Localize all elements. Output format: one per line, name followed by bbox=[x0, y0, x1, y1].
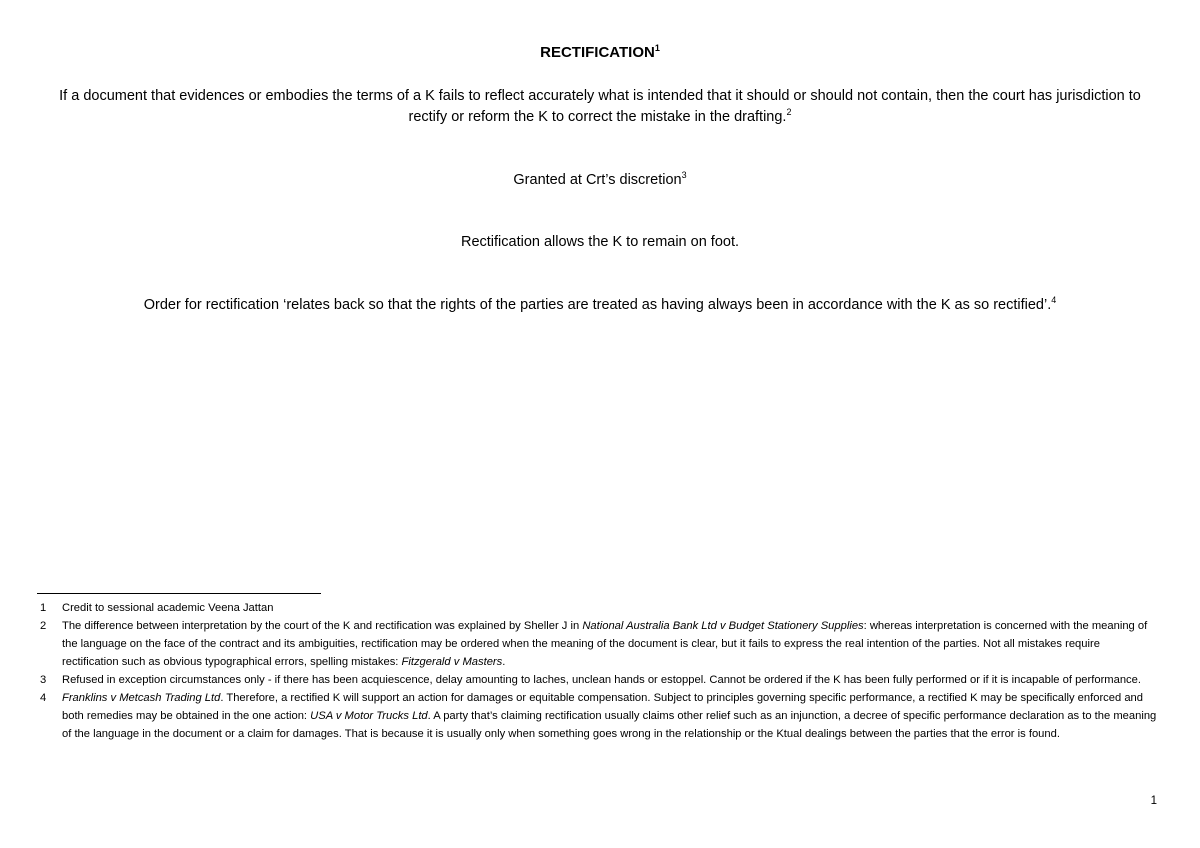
footnote bbox=[37, 617, 1159, 671]
footnote-ref: 4 bbox=[1051, 295, 1057, 306]
body-paragraph bbox=[50, 232, 1150, 253]
footnote-ref: 3 bbox=[681, 170, 687, 181]
body-paragraph bbox=[50, 86, 1150, 128]
footnote bbox=[37, 599, 1159, 617]
body-paragraph bbox=[50, 295, 1150, 316]
footnote-text: . Therefore, a rectified K will support an action for damages or equitable compensation. Subject to principles governing specific performance, a rectified K may be specifically enforced and both remedies may be obtained in the one action: bbox=[62, 692, 1143, 722]
paragraph-text: Order for rectification ‘relates back so that the rights of the parties are treated as having always been in accordance with the K as so rectified’. bbox=[143, 297, 1052, 313]
case-citation: USA v Motor Trucks Ltd bbox=[310, 710, 428, 722]
paragraph-text: Granted at Crt’s discretion bbox=[513, 172, 682, 188]
footnote-text: The difference between interpretation by the court of the K and rectification was explained by Sheller J in bbox=[62, 620, 583, 632]
footnote-number: 2 bbox=[40, 620, 47, 632]
footnote-text: Refused in exception circumstances only - if there has been acquiescence, delay amounting to laches, unclean hands or estoppel. Cannot be ordered if the K has been fully performed or if it is incapable of performance. bbox=[62, 674, 1141, 686]
footnote-text: . A party that’s claiming rectification usually claims other relief such as an injunction, a decree of specific performance declaration as to the meaning of the language in the document or a claim for damages. That is because it is usually only when something goes wrong in the relationship or the Ktual dealings between the parties that the error is found. bbox=[62, 710, 1157, 740]
footnote-number: 1 bbox=[40, 602, 47, 614]
footnotes bbox=[37, 599, 1159, 743]
case-citation: Franklins v Metcash Trading Ltd bbox=[62, 692, 221, 704]
page-title bbox=[0, 44, 1200, 61]
page-number: 1 bbox=[1150, 795, 1157, 807]
footnote-text: Credit to sessional academic Veena Jattan bbox=[62, 602, 274, 614]
paragraph-text: If a document that evidences or embodies the terms of a K fails to reflect accurately what is intended that it should or should not contain, then the court has jurisdiction to rectify or reform the K to correct the mistake in the drafting. bbox=[59, 88, 1141, 125]
footnote-ref: 1 bbox=[654, 43, 660, 53]
footnote-ref: 2 bbox=[786, 107, 792, 118]
title-text: RECTIFICATION bbox=[540, 44, 655, 61]
footnote-text: : whereas interpretation is concerned with the meaning of the language on the face of the contract and its ambiguities, rectification may be ordered when the meaning of the document is clear, but it fails to express the real intention of the parties. Not all mistakes require rectification such as obvious typographical errors, spelling mistakes: bbox=[62, 620, 1148, 668]
paragraph-text: Rectification allows the K to remain on foot. bbox=[460, 234, 740, 250]
footnote-number: 4 bbox=[40, 692, 47, 704]
footnote bbox=[37, 689, 1159, 743]
case-citation: Fitzgerald v Masters bbox=[401, 656, 503, 668]
footnote-number: 3 bbox=[40, 674, 47, 686]
footnote bbox=[37, 671, 1159, 689]
footnote-text: . bbox=[502, 656, 506, 668]
footnote-divider bbox=[37, 593, 321, 594]
case-citation: National Australia Bank Ltd v Budget Stationery Supplies bbox=[582, 620, 864, 632]
body-paragraph bbox=[50, 170, 1150, 191]
